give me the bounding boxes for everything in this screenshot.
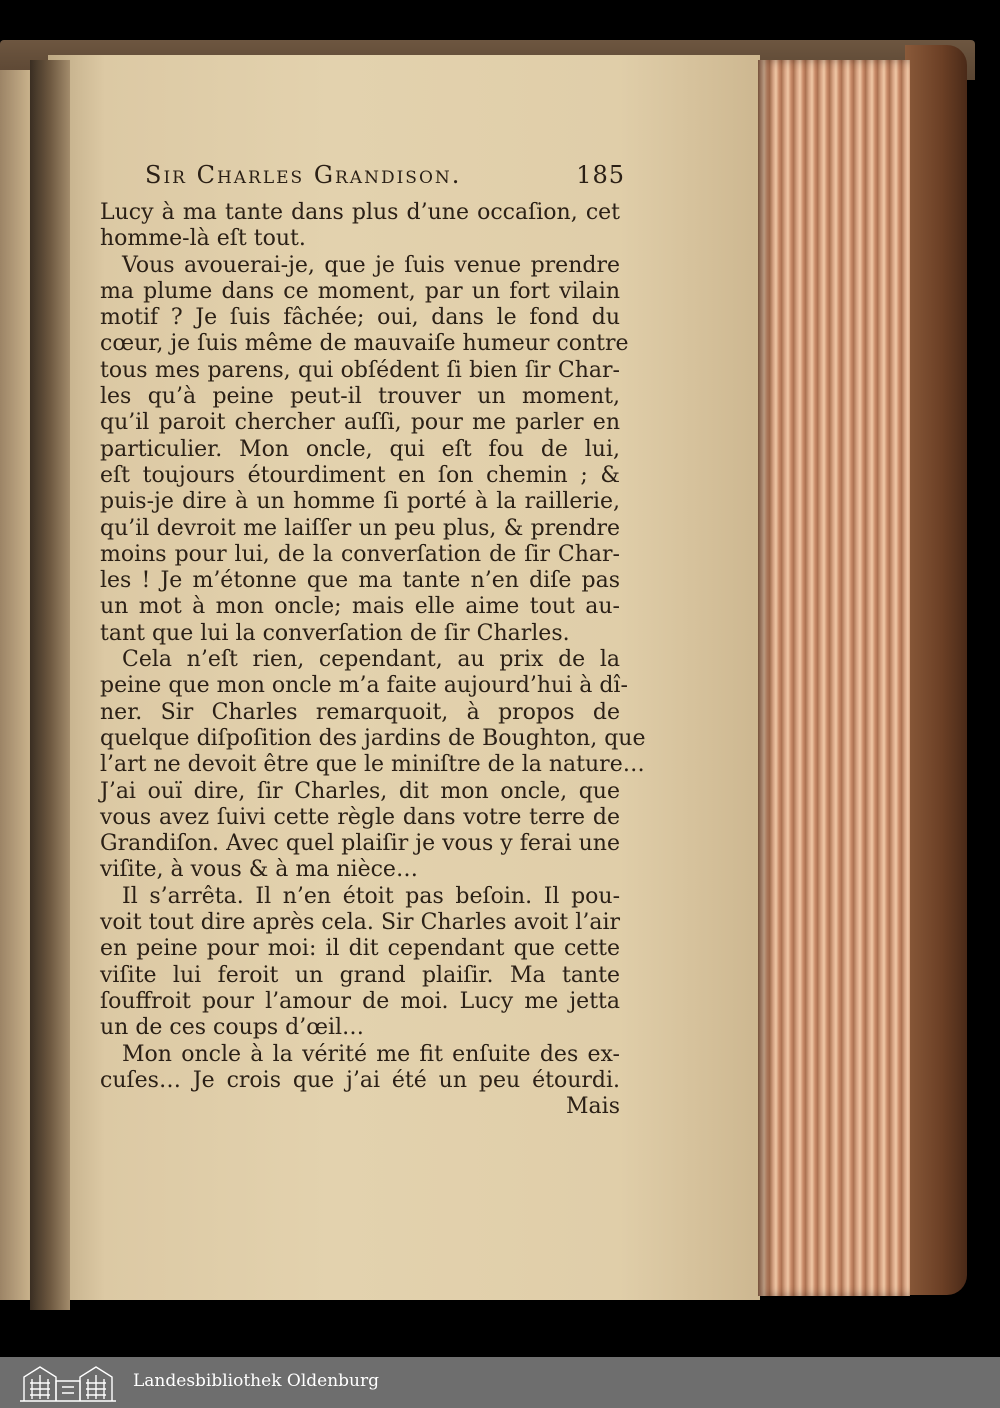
footer-bar (0, 1357, 1000, 1408)
library-name: Landesbibliothek Oldenburg (133, 1371, 380, 1391)
text-line: tous mes parens, qui obſédent ſi bien ſir Char- (100, 357, 620, 383)
text-line: viſite lui feroit un grand plaiſir. Ma tante (100, 962, 620, 988)
text-line: cuſes… Je crois que j’ai été un peu étourdi. (100, 1067, 620, 1093)
book-cover-right (905, 45, 967, 1295)
text-line: viſite, à vous & à ma nièce… (100, 857, 418, 883)
text-line: ma plume dans ce moment, par un fort vilain (100, 278, 620, 304)
page-text (100, 200, 646, 1120)
text-line: eſt toujours étourdiment en ſon chemin ; & (100, 462, 620, 488)
text-line: l’art ne devoit être que le miniſtre de la nature… (100, 752, 645, 778)
text-line: Il s’arrêta. Il n’en étoit pas beſoin. Il pou- (122, 883, 620, 909)
text-line: Mon oncle à la vérité me fit enſuite des ex- (122, 1041, 620, 1067)
text-line: ner. Sir Charles remarquoit, à propos de (100, 699, 620, 725)
text-line: Grandiſon. Avec quel plaiſir je vous y ferai une (100, 831, 620, 857)
text-line: Vous avouerai-je, que je ſuis venue prendre (122, 252, 620, 278)
text-line: les qu’à peine peut-il trouver un moment, (100, 384, 620, 410)
text-line: quelque diſpoſition des jardins de Boughton, que (100, 725, 646, 751)
text-line: tant que lui la converſation de ſir Charles. (100, 620, 570, 646)
text-line: J’ai ouï dire, ſir Charles, dit mon oncle, que (100, 778, 620, 804)
text-line: motif ? Je ſuis fâchée; oui, dans le fond du (100, 305, 620, 331)
text-line: puis-je dire à un homme ſi porté à la raillerie, (100, 489, 620, 515)
text-line: vous avez ſuivi cette règle dans votre terre de (100, 804, 620, 830)
page-fore-edge (758, 60, 910, 1296)
book-gutter (30, 60, 70, 1310)
text-line: particulier. Mon oncle, qui eſt fou de lui, (100, 436, 620, 462)
text-line: homme-là eſt tout. (100, 226, 306, 252)
page-number: 185 (576, 161, 625, 189)
running-head: Sir Charles Grandison. (145, 161, 462, 189)
text-line: les ! Je m’étonne que ma tante n’en diſe pas (100, 568, 620, 594)
text-line: voit tout dire après cela. Sir Charles avoit l’air (100, 910, 620, 936)
text-line: en peine pour moi: il dit cependant que cette (100, 936, 620, 962)
text-line: qu’il devroit me laiſſer un peu plus, & prendre (100, 515, 620, 541)
text-line: un de ces coups d’œil… (100, 1015, 365, 1041)
text-line: qu’il paroit chercher auſſi, pour me parler en (100, 410, 620, 436)
library-building-icon (18, 1363, 118, 1403)
page-header (145, 161, 625, 191)
catchword: Mais (566, 1094, 620, 1120)
text-line: Lucy à ma tante dans plus d’une occaſion, cet (100, 200, 620, 225)
text-line: peine que mon oncle m’a faite aujourd’hui à dî- (100, 673, 628, 699)
text-line: moins pour lui, de la converſation de ſir Char- (100, 541, 620, 567)
text-line: Cela n’eſt rien, cependant, au prix de la (122, 647, 620, 673)
text-line: cœur, je ſuis même de mauvaiſe humeur contre (100, 331, 629, 357)
text-line: ſouffroit pour l’amour de moi. Lucy me jetta (100, 988, 620, 1014)
text-line: un mot à mon oncle; mais elle aime tout au- (100, 594, 620, 620)
